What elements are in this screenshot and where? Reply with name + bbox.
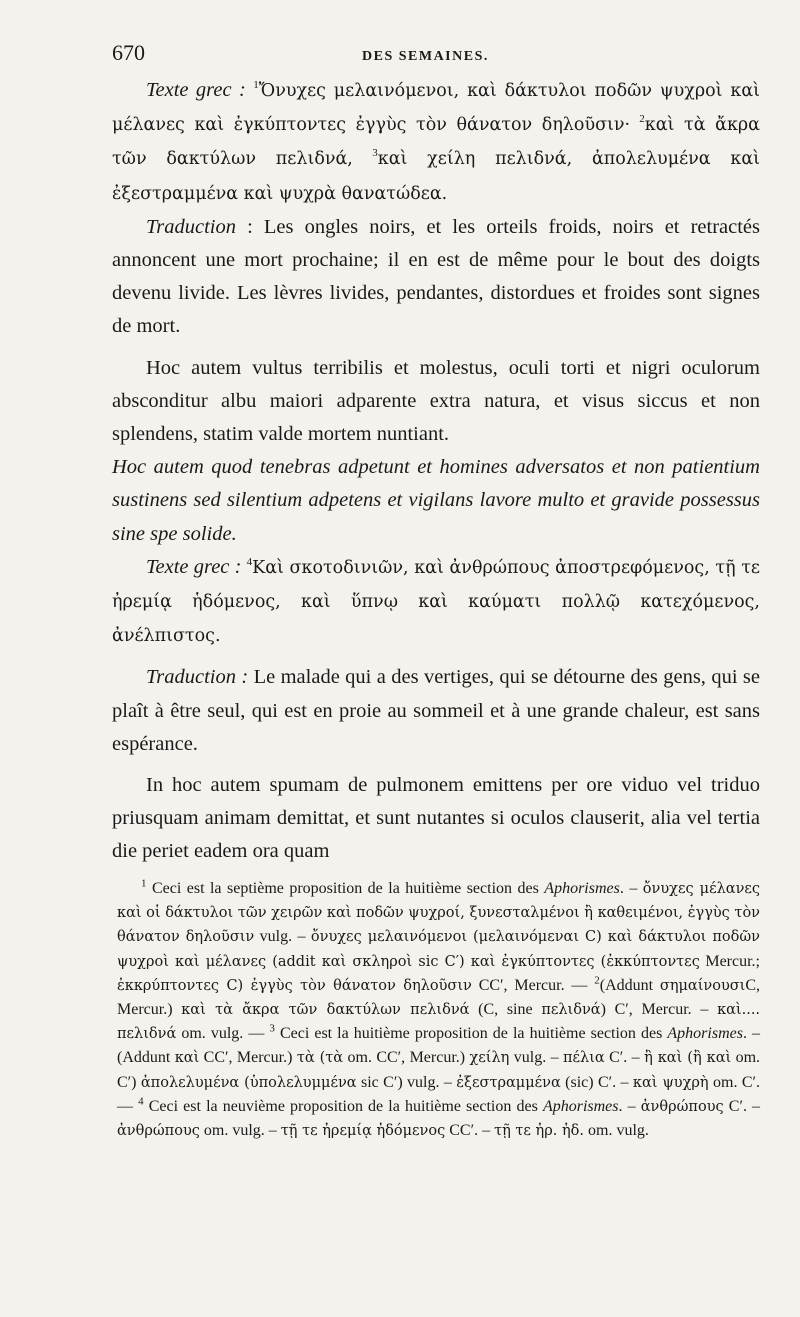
greek-variant: καὶ xyxy=(174,1050,200,1067)
greek-variant: τὰ (τὰ xyxy=(296,1050,344,1067)
footnote-number: 1 xyxy=(141,877,147,890)
latin-paragraph-1: Hoc autem vultus terribilis et molestus, oculi torti et nigri oculorum absconditur albu maiori adparente extra natura, et visus siccus et non splendens, statim valde mortem nuntiant. xyxy=(112,356,760,446)
greek-text-paragraph-1 xyxy=(112,74,760,211)
footnote-text: om. C′. — xyxy=(117,1073,761,1115)
greek-variant: καὶ ψυχρὴ xyxy=(632,1074,709,1091)
work-title: Aphorismes xyxy=(544,880,620,897)
paragraph-label: Texte grec : xyxy=(146,555,242,578)
footnote-text: Mercur.; xyxy=(705,952,760,970)
greek-variant: ἀνθρώπους xyxy=(117,1123,200,1140)
footnote-text: Ceci est la neuvième proposition de la huitième section des xyxy=(148,1097,538,1115)
footnote-text: om. vulg. — xyxy=(181,1025,265,1043)
footnotes xyxy=(117,877,760,1143)
footnote-text: C′. – xyxy=(609,1049,640,1067)
footnote-text: vulg. – xyxy=(259,928,306,946)
paragraph-label: Traduction xyxy=(146,215,236,238)
footnote-text: om. C′) xyxy=(117,1049,761,1091)
footnote-text: sic C′) vulg. – xyxy=(360,1073,452,1091)
greek-variant: χείλη xyxy=(469,1050,510,1067)
page-number: 670 xyxy=(112,40,145,65)
footnote-text: CC′, Mercur. — xyxy=(478,976,588,994)
footnote-1 xyxy=(117,877,760,1143)
greek-passage: καὶ τὰ ἄκρα τῶν δακτύλων πελιδνά, xyxy=(112,115,760,170)
translation-text: Le malade qui a des vertiges, qui se détourne des gens, qui se plaît à être seul, qui est en proie au sommeil et à une grande chaleur, est sans espérance. xyxy=(112,666,760,755)
translation-text: : Les ongles noirs, et les orteils froids, noirs et retractés annoncent une mort prochaine; il en est de même pour le bout des doigts devenu livide. Les lèvres livides, pendantes, distordues et froides sont signes de mort. xyxy=(112,215,761,338)
greek-variant: σημαίνουσι xyxy=(659,977,746,994)
greek-variant: καὶ τὰ ἄκρα τῶν δακτύλων πελιδνά xyxy=(181,1002,470,1019)
running-head: DES SEMAINES. xyxy=(362,49,489,64)
footnote-text: (sic) C′. – xyxy=(565,1073,629,1091)
footnote-text: ) C′, Mercur. – xyxy=(600,1001,709,1019)
main-text xyxy=(112,74,760,869)
footnote-text: . – xyxy=(618,1097,636,1115)
footnote-text: vulg. – xyxy=(513,1049,559,1067)
footnote-text: C′. – xyxy=(728,1097,761,1115)
footnote-text: Ceci est la huitième proposition de la huitième section des xyxy=(279,1025,663,1043)
footnote-text: CC′, Mercur.) xyxy=(203,1049,293,1067)
footnote-marker[interactable]: 1 xyxy=(253,79,259,92)
footnote-marker[interactable]: 3 xyxy=(372,147,378,160)
paragraph-label: Traduction : xyxy=(146,666,249,689)
footnote-number: 3 xyxy=(269,1022,275,1035)
greek-variant: ὄνυχες μέλανες καὶ οἱ δάκτυλοι τῶν χειρῶν καὶ ποδῶν ψυχροί, ξυνεσταλμένοι ἢ καθειμένοι, ἐγγὺς τὸν θάνατον δηλοῦσιν xyxy=(117,881,761,946)
translation-paragraph-2 xyxy=(112,661,760,761)
work-title: Aphorismes xyxy=(542,1097,619,1115)
greek-text-paragraph-2 xyxy=(112,551,760,654)
greek-variant: ἀπολελυμένα (ὑπολελυμμένα xyxy=(140,1074,357,1091)
footnote-text: om. vulg. – xyxy=(203,1122,277,1140)
greek-passage: Καὶ σκοτοδινιῶν, καὶ ἀνθρώπους ἀποστρεφόμενος, τῇ τε ἠρεμίᾳ ἡδόμενος, καὶ ὕπνῳ καὶ καύματι πολλῷ κατεχόμενος, ἀνέλπιστος. xyxy=(112,557,760,647)
greek-variant: ἐξεστραμμένα xyxy=(456,1074,561,1091)
latin-paragraph-2: In hoc autem spumam de pulmonem emittens per ore viduo vel triduo priusquam animam demittat, et sunt nutantes si oculos clauserit, alia vel tertia die periet eadem ora quam xyxy=(112,774,760,863)
footnote-text: C, Mercur.) xyxy=(117,976,761,1019)
page-header xyxy=(112,40,760,74)
greek-variant: πελιδνά xyxy=(541,1002,601,1019)
footnote-text: (C, sine xyxy=(478,1001,533,1019)
footnote-text: . – xyxy=(619,880,638,897)
translation-paragraph-1 xyxy=(112,211,760,344)
greek-variant: ὄνυχες μελαινόμενοι (μελαινόμεναι C) καὶ δάκτυλοι ποδῶν ψυχροὶ καὶ μέλανες (addit καὶ σκληροὶ sic C′) καὶ ἐγκύπτοντες (ἐκκύπτοντες xyxy=(117,929,760,970)
footnote-text: Ceci est la septième proposition de la huitième section des xyxy=(151,880,539,897)
greek-variant: ἢ καὶ (ἢ καὶ xyxy=(644,1050,732,1067)
greek-variant: ἀνθρώπους xyxy=(640,1098,724,1115)
footnote-text: CC′. – xyxy=(449,1122,491,1140)
paragraph-label: Texte grec : xyxy=(146,79,246,101)
work-title: Aphorismes xyxy=(667,1025,743,1043)
greek-variant: ἐκκρύπτοντες C) ἐγγὺς τὸν θάνατον δηλοῦσιν xyxy=(117,977,472,994)
footnote-text: om. vulg. xyxy=(588,1122,649,1140)
greek-variant: καὶ.... πελιδνά xyxy=(117,1002,761,1043)
greek-variant: πέλια xyxy=(563,1050,605,1067)
footnote-text: om. CC′, Mercur.) xyxy=(347,1049,466,1067)
greek-variant: τῇ τε ἠρ. ἡδ. xyxy=(494,1123,584,1140)
greek-passage: καὶ χείλη πελιδνά, ἀπολελυμένα καὶ ἐξεστραμμένα καὶ ψυχρὰ θανατώδεα. xyxy=(112,149,761,204)
footnote-number: 4 xyxy=(138,1095,144,1108)
greek-variant: τῇ τε ἠρεμίᾳ ἡδόμενος xyxy=(280,1123,446,1140)
footnote-text: . – (Addunt xyxy=(117,1025,761,1067)
footnote-number: 2 xyxy=(594,974,600,987)
footnote-marker[interactable]: 4 xyxy=(246,556,253,569)
footnote-marker[interactable]: 2 xyxy=(639,113,645,126)
latin-italic-paragraph: Hoc autem quod tenebras adpetunt et homines adversatos et non patientium sustinens sed silentium adpetens et vigilans lavore multo et gravide possessus sine spe solide. xyxy=(112,456,760,545)
greek-passage: Ὄνυχες μελαινόμενοι, καὶ δάκτυλοι ποδῶν ψυχροὶ καὶ μέλανες καὶ ἐγκύπτοντες ἐγγὺς τὸν θάνατον δηλοῦσιν· xyxy=(112,81,760,136)
footnote-text: (Addunt xyxy=(599,976,654,994)
